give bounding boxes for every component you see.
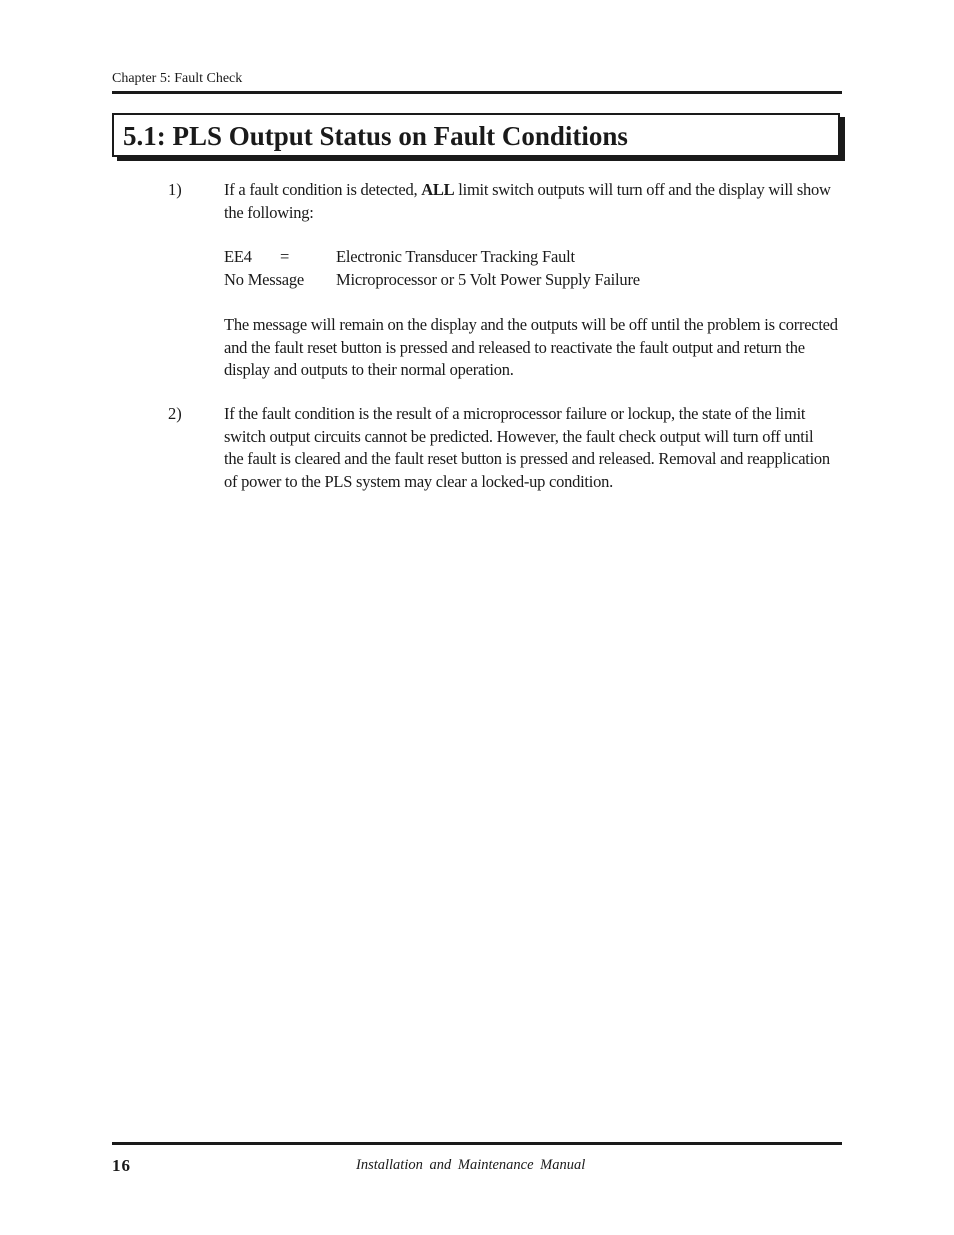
footer-rule [112,1142,842,1145]
item-1-intro-emphasis: ALL [421,180,455,199]
section-title: 5.1: PLS Output Status on Fault Conditions [123,121,628,151]
message-description: Microprocessor or 5 Volt Power Supply Failure [336,270,640,289]
message-code: EE4 [224,247,252,266]
message-separator: = [280,247,290,266]
item-number: 2) [168,404,182,423]
item-2-text: If the fault condition is the result of a microprocessor failure or lockup, the state of the limit switch output circuits cannot be predicted. However, the fault check output will turn off until the fault is cleared and the fault reset button is pressed and released. Removal and reapplication of power to the PLS system may clear a locked-up condition. [224,404,830,491]
section-title-box [112,113,840,157]
item-number: 1) [168,180,182,199]
message-code: No Message [224,270,305,289]
item-1-followup: The message will remain on the display and the outputs will be off until the problem is corrected and the fault reset button is pressed and released to reactivate the fault output and return the display and outputs to their normal operation. [224,315,838,379]
running-header: Chapter 5: Fault Check [112,71,243,86]
item-1-intro-end: limit switch outputs will turn off and the display will show the following: [224,180,831,222]
item-1-intro [224,179,842,224]
message-description: Electronic Transducer Tracking Fault [336,247,575,266]
manual-title: Installation and Maintenance Manual [356,1157,586,1173]
item-1-intro-start: If a fault condition is detected, [224,180,422,199]
page-number: 16 [112,1156,131,1175]
header-rule [112,91,842,94]
